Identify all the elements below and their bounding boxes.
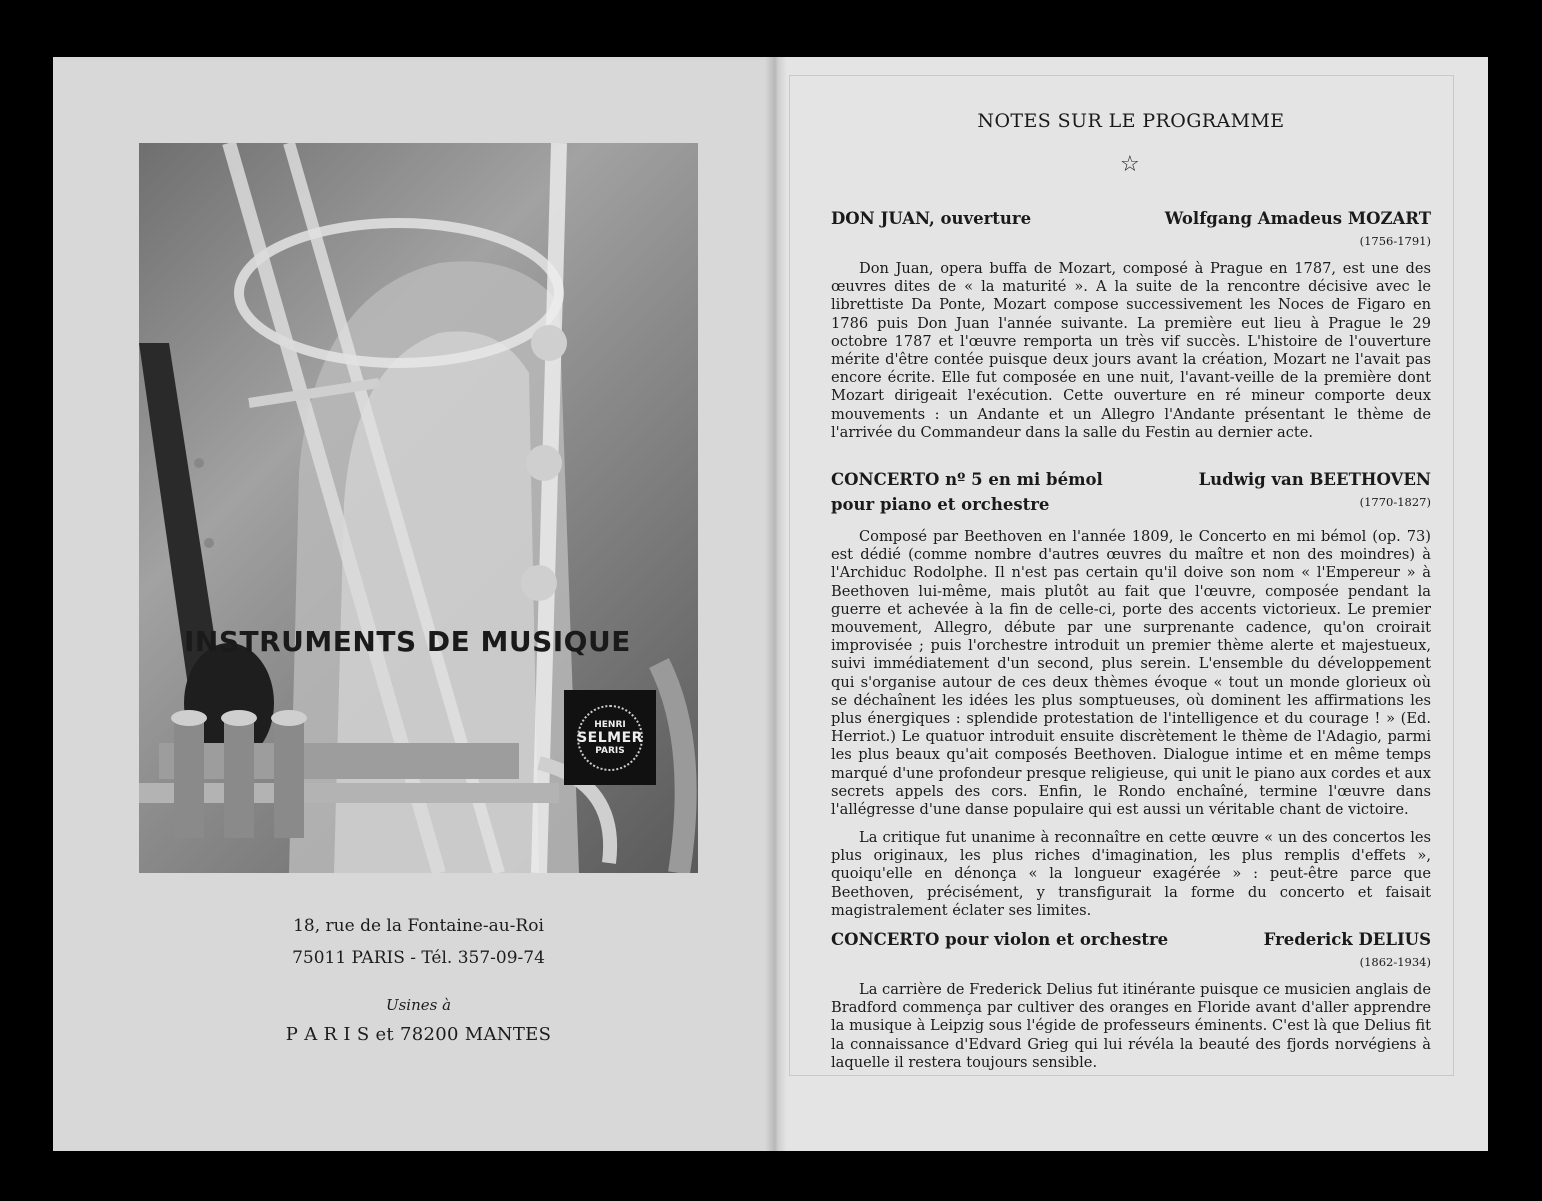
composer-dates: (1770-1827) [1359, 495, 1431, 509]
work-heading-mozart [831, 209, 1431, 249]
composer-name: Frederick DELIUS [1263, 930, 1431, 949]
work-notes-paragraph: La carrière de Frederick Delius fut itinérante puisque ce musicien anglais de Bradford commença par cultiver des oranges en Floride avant d'aller apprendre la musique à Leipzig sous l'égide de professeurs éminents. C'est là que Delius fit la connaissance d'Edvard Grieg qui lui révéla la beauté des fjords norvégiens à laquelle il restera toujours sensible. [831, 981, 1431, 1071]
composer-dates: (1862-1934) [1359, 955, 1431, 969]
selmer-logo [564, 690, 656, 785]
logo-line-henri: HENRI [594, 719, 626, 730]
book-gutter [765, 57, 787, 1151]
work-notes-paragraph: Composé par Beethoven en l'année 1809, le Concerto en mi bémol (op. 73) est dédié (comme nombre d'autres œuvres du maître et non des moindres) à l'Archiduc Rodolphe. Il n'est pas certain qu'il doive son nom « l'Empereur » à Beethoven lui-même, mais plutôt au fait que l'œuvre, composée pendant la guerre et achevée à la fin de celle-ci, porte des accents victorieux. Le premier mouvement, Allegro, débute par une surprenante cadence, qu'on croirait improvisée ; puis l'orchestre introduit un premier thème alerte et majestueux, suivi immédiatement d'un second, plus serein. L'ensemble du développement qui s'organise autour de ces deux thèmes évoque « tout un monde glorieux où se déchaînent les idées les plus somptueuses, où dominent les affirmations les plus énergiques : splendide protestation de l'intelligence et du courage ! » (Ed. Herriot.) Le quatuor introduit ensuite discrètement le thème de l'Adagio, parmi les plus beaux qu'ait composés Beethoven. Dialogue intime et en même temps marqué d'une profondeur presque religieuse, qui unit le piano aux cordes et aux secrets appels des cors. Enfin, le Rondo enchaîné, termine l'œuvre dans l'allégresse d'une danse populaire qui est aussi un véritable chant de victoire. [831, 528, 1431, 819]
work-title: CONCERTO pour violon et orchestre [831, 930, 1169, 949]
work-title: CONCERTO nº 5 en mi bémol [831, 470, 1103, 489]
selmer-logo-ring [577, 705, 643, 771]
logo-line-paris: PARIS [595, 745, 625, 756]
page-title: NOTES SUR LE PROGRAMME [977, 110, 1285, 132]
work-notes-paragraph: Don Juan, opera buffa de Mozart, composé à Prague en 1787, est une des œuvres dites de « la maturité ». A la suite de la rencontre décisive avec le librettiste Da Ponte, Mozart compose successivement les Noces de Figaro en 1786 puis Don Juan l'année suivante. La première eut lieu à Prague le 29 octobre 1787 et l'œuvre remporta un très vif succès. L'histoire de l'ouverture mérite d'être contée puisque deux jours avant la création, Mozart ne l'avait pas encore écrite. Elle fut composée en une nuit, l'avant-veille de la première dont Mozart dirigeait l'exécution. Cette ouverture en ré mineur comporte deux mouvements : un Andante et un Allegro l'Andante présentant le thème de l'arrivée du Commandeur dans la salle du Festin au dernier acte. [831, 260, 1431, 441]
star-ornament: ☆ [1120, 152, 1140, 177]
logo-line-selmer: SELMER [577, 729, 643, 746]
composer-name: Ludwig van BEETHOVEN [1198, 470, 1431, 489]
work-heading-delius [831, 930, 1431, 970]
work-title: DON JUAN, ouverture [831, 209, 1032, 228]
work-heading-beethoven [831, 470, 1431, 518]
address-city-phone: 75011 PARIS - Tél. 357-09-74 [292, 948, 545, 968]
factories-locations: P A R I S et 78200 MANTES [285, 1024, 552, 1045]
ad-headline: INSTRUMENTS DE MUSIQUE [184, 625, 631, 658]
factories-label: Usines à [385, 996, 452, 1014]
composer-name: Wolfgang Amadeus MOZART [1164, 209, 1431, 228]
work-notes-paragraph: La critique fut unanime à reconnaître en cette œuvre « un des concertos les plus originaux, les plus riches d'imagination, les plus remplis d'effets », quoiqu'elle en dénonça « la longueur exagérée » : peut-être parce que Beethoven, précisément, y transfigurait la forme du concerto et faisait magistralement éclater ses limites. [831, 829, 1431, 919]
work-subtitle: pour piano et orchestre [831, 495, 1050, 514]
address-street: 18, rue de la Fontaine-au-Roi [293, 916, 544, 936]
composer-dates: (1756-1791) [1359, 234, 1431, 248]
